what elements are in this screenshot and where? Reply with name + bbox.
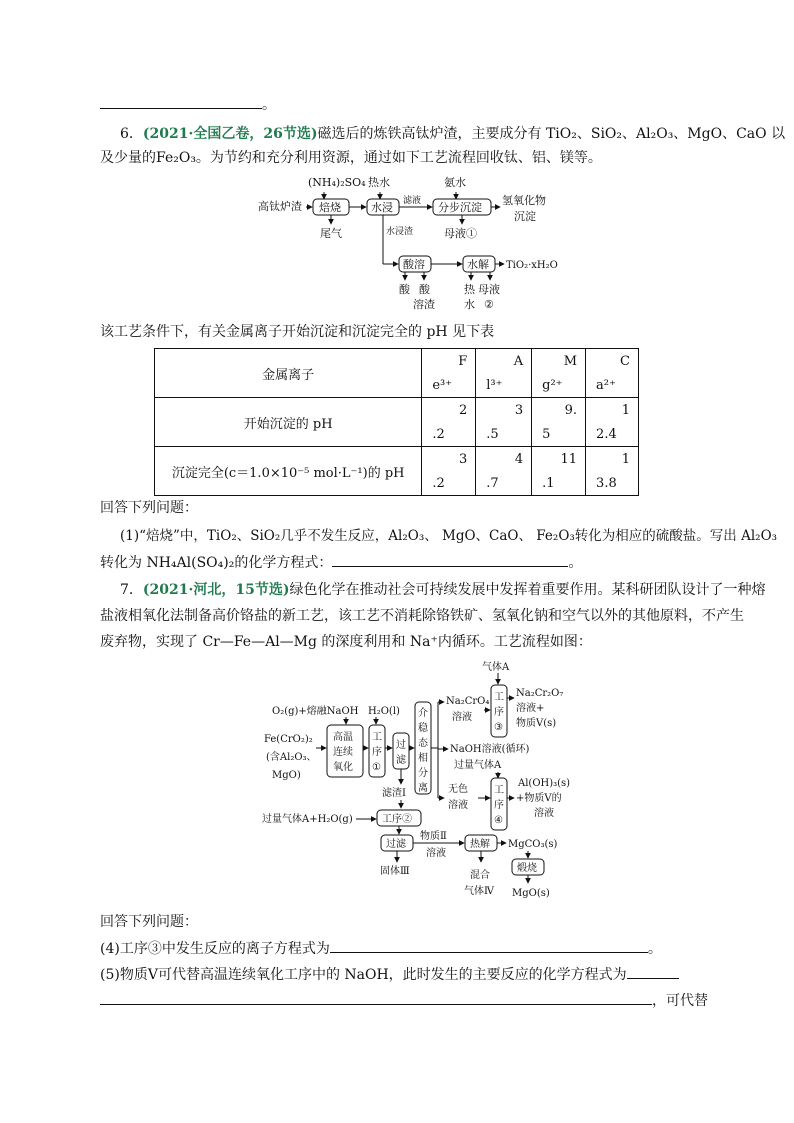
feed-line2: (含Al₂O₃、	[266, 752, 317, 763]
mixed-gas-line1: 混合	[470, 870, 490, 881]
start-slag: 高钛炉渣	[258, 200, 302, 213]
ion-cell: F e³⁺	[422, 349, 476, 398]
q6-sub1-line1: (1)“焙烧”中，TiO₂、SiO₂几乎不发生反应，Al₂O₃、 MgO、CaO、 Fe₂O₃转化为相应的硫酸盐。写出 Al₂O₃	[120, 528, 778, 544]
svg-text:工: 工	[494, 785, 504, 796]
acid-solution-1: 酸	[419, 283, 430, 296]
ion-ph-table	[154, 348, 639, 496]
q6-text-line1: 6．(2021·全国乙卷，26节选)磁选后的炼铁高钛炉渣，主要成分有 TiO₂、SiO₂、Al₂O₃、MgO、CaO 以	[120, 126, 786, 142]
value-cell: 2 .2	[422, 398, 476, 447]
answer-blank[interactable]	[100, 94, 262, 109]
colorless-line1: 无色	[448, 784, 468, 795]
acid-label: 酸	[399, 283, 410, 296]
value-cell: 3 .5	[476, 398, 532, 447]
svg-text:稳: 稳	[418, 723, 428, 734]
mgo: MgO(s)	[512, 888, 550, 899]
svg-text:煅烧: 煅烧	[517, 863, 537, 874]
hot-water-2: 水	[464, 298, 475, 311]
mixed-gas-line2: 气体Ⅳ	[464, 886, 494, 897]
naoh-loop: NaOH溶液(循环)	[450, 744, 530, 755]
reagent-o2: O₂(g)+熔融NaOH	[272, 706, 359, 717]
ion-cell: C a²⁺	[586, 349, 639, 398]
svg-text:序: 序	[372, 747, 382, 758]
answer-blank[interactable]	[330, 938, 648, 953]
step-precip: 分步沉淀	[438, 201, 482, 214]
prod4-line2: +物质V的	[516, 793, 562, 804]
feed-line1: Fe(CrO₂)₂	[264, 734, 313, 745]
q6-answer-intro: 回答下列问题：	[100, 500, 198, 516]
svg-text:氧化: 氧化	[333, 762, 353, 773]
q7-flow-diagram	[258, 658, 598, 902]
q6-flow-diagram	[250, 172, 580, 314]
ion-cell: A l³⁺	[476, 349, 532, 398]
step-leach: 水浸	[371, 201, 393, 214]
question-source: (2021·全国乙卷，26节选)	[142, 126, 318, 142]
svg-text:分: 分	[418, 768, 428, 779]
answer-blank[interactable]	[332, 552, 568, 567]
reagent-ammonia: 氨水	[444, 176, 466, 189]
residue1: 滤渣Ⅰ	[382, 788, 406, 799]
q7-sub5-line1: (5)物质Ⅴ可代替高温连续氧化工序中的 NaOH，此时发生的主要反应的化学方程式为	[100, 964, 679, 985]
question-number: 6．	[120, 126, 143, 142]
q7-answer-intro: 回答下列问题：	[100, 914, 198, 930]
feed-line3: MgO)	[272, 770, 301, 781]
row-label: 沉淀完全(c＝1.0×10⁻⁵ mol·L⁻¹)的 pH	[155, 447, 422, 496]
svg-text:序: 序	[494, 707, 504, 718]
solid3: 固体Ⅲ	[380, 866, 410, 877]
mgco3: MgCO₃(s)	[508, 839, 558, 850]
prod3-line1: Na₂Cr₂O₇	[516, 688, 564, 699]
filtrate-label: 滤液	[403, 196, 422, 206]
header-label: 金属离子	[155, 349, 422, 398]
q6-sub1-line2: 转化为 NH₄Al(SO₄)₂的化学方程式： 。	[100, 552, 582, 573]
row-label: 开始沉淀的 pH	[155, 398, 422, 447]
value-cell: 11 .1	[532, 447, 586, 496]
q7-sub4: (4)工序③中发生反应的离子方程式为 。	[100, 938, 662, 959]
value-cell: 4 .7	[476, 447, 532, 496]
hot-water-1: 热	[464, 283, 475, 296]
substance2-line2: 溶液	[426, 848, 446, 859]
value-cell: 9. 5	[532, 398, 586, 447]
svg-text:④: ④	[494, 815, 503, 826]
step-roast: 焙烧	[319, 201, 341, 214]
colorless-line2: 溶液	[448, 800, 468, 811]
table-header-row	[155, 349, 639, 398]
leach-residue: 水浸渣	[386, 227, 414, 237]
question-number: 7．	[120, 582, 143, 598]
svg-text:①: ①	[372, 762, 381, 773]
table-row-complete	[155, 447, 639, 496]
table-row-start	[155, 398, 639, 447]
svg-text:介: 介	[418, 708, 428, 719]
svg-text:工: 工	[372, 732, 382, 743]
na2cro4-line2: 溶液	[452, 712, 472, 723]
question-source: (2021·河北，15节选)	[142, 582, 290, 598]
excess-gasA: 过量气体A	[454, 760, 502, 771]
svg-text:滤: 滤	[396, 755, 406, 766]
svg-text:态: 态	[418, 738, 428, 749]
q6-text-line2: 及少量的Fe₂O₃。为节约和充分利用资源，通过如下工艺流程回收钛、铝、镁等。	[100, 150, 602, 166]
answer-blank[interactable]	[627, 964, 679, 979]
step-hydro: 水解	[467, 258, 489, 271]
prod4-line3: 溶液	[534, 808, 554, 819]
mother-liquor-2a: 母液	[478, 283, 500, 296]
ion-cell: M g²⁺	[532, 349, 586, 398]
svg-text:连续: 连续	[333, 747, 353, 758]
answer-blank[interactable]	[100, 990, 652, 1005]
product-hydroxide: 氢氧化物	[502, 194, 546, 207]
svg-text:热解: 热解	[470, 839, 490, 850]
prod3-line3: 物质V(s)	[516, 718, 557, 729]
reagent-h2o: H₂O(l)	[368, 706, 400, 717]
prod4-line1: Al(OH)₃(s)	[518, 778, 571, 789]
substance2-line1: 物质Ⅱ	[420, 831, 447, 842]
mother-liquor-2b: ②	[484, 298, 494, 311]
svg-text:过滤: 过滤	[386, 839, 406, 850]
svg-text:工: 工	[494, 692, 504, 703]
q7-text-line2: 盐液相氧化法制备高价铬盐的新工艺，该工艺不消耗除铬铁矿、氢氧化钠和空气以外的其他原料，不产生	[100, 608, 744, 624]
reagent-ammonium-sulfate: (NH₄)₂SO₄	[308, 176, 366, 189]
reagent-hot-water: 热水	[368, 176, 390, 189]
acid-solution-2: 溶渣	[413, 298, 435, 311]
na2cro4-line1: Na₂CrO₄	[446, 696, 490, 707]
svg-text:离: 离	[418, 783, 428, 794]
q7-text-line1: 7．(2021·河北，15节选)绿色化学在推动社会可持续发展中发挥着重要作用。某科研团队设计了一种熔	[120, 582, 766, 598]
prod3-line2: 溶液+	[516, 703, 545, 714]
mother-liquor-1: 母液①	[444, 227, 477, 240]
svg-text:③: ③	[494, 722, 503, 733]
svg-text:相: 相	[418, 753, 428, 764]
table-intro: 该工艺条件下，有关金属离子开始沉淀和沉淀完全的 pH 见下表	[100, 324, 495, 340]
value-cell: 3 .2	[422, 447, 476, 496]
svg-text:序: 序	[494, 800, 504, 811]
value-cell: 1 3.8	[586, 447, 639, 496]
gasA-top: 气体A	[482, 662, 510, 673]
value-cell: 1 2.4	[586, 398, 639, 447]
product-precip: 沉淀	[514, 210, 536, 223]
tail-gas: 尾气	[320, 227, 342, 240]
top-answer-line: 。	[100, 94, 276, 115]
step-acid: 酸溶	[403, 258, 425, 271]
svg-text:工序②: 工序②	[382, 814, 412, 825]
svg-text:过: 过	[396, 740, 406, 751]
svg-text:高温: 高温	[333, 732, 353, 743]
product-ti: TiO₂·xH₂O	[506, 260, 558, 271]
reagent-gasA-h2o: 过量气体A+H₂O(g)	[262, 814, 353, 825]
q7-text-line3: 废弃物，实现了 Cr—Fe—Al—Mg 的深度利用和 Na⁺内循环。工艺流程如图：	[100, 634, 592, 650]
q7-sub5-line2: ，可代替	[100, 990, 708, 1011]
